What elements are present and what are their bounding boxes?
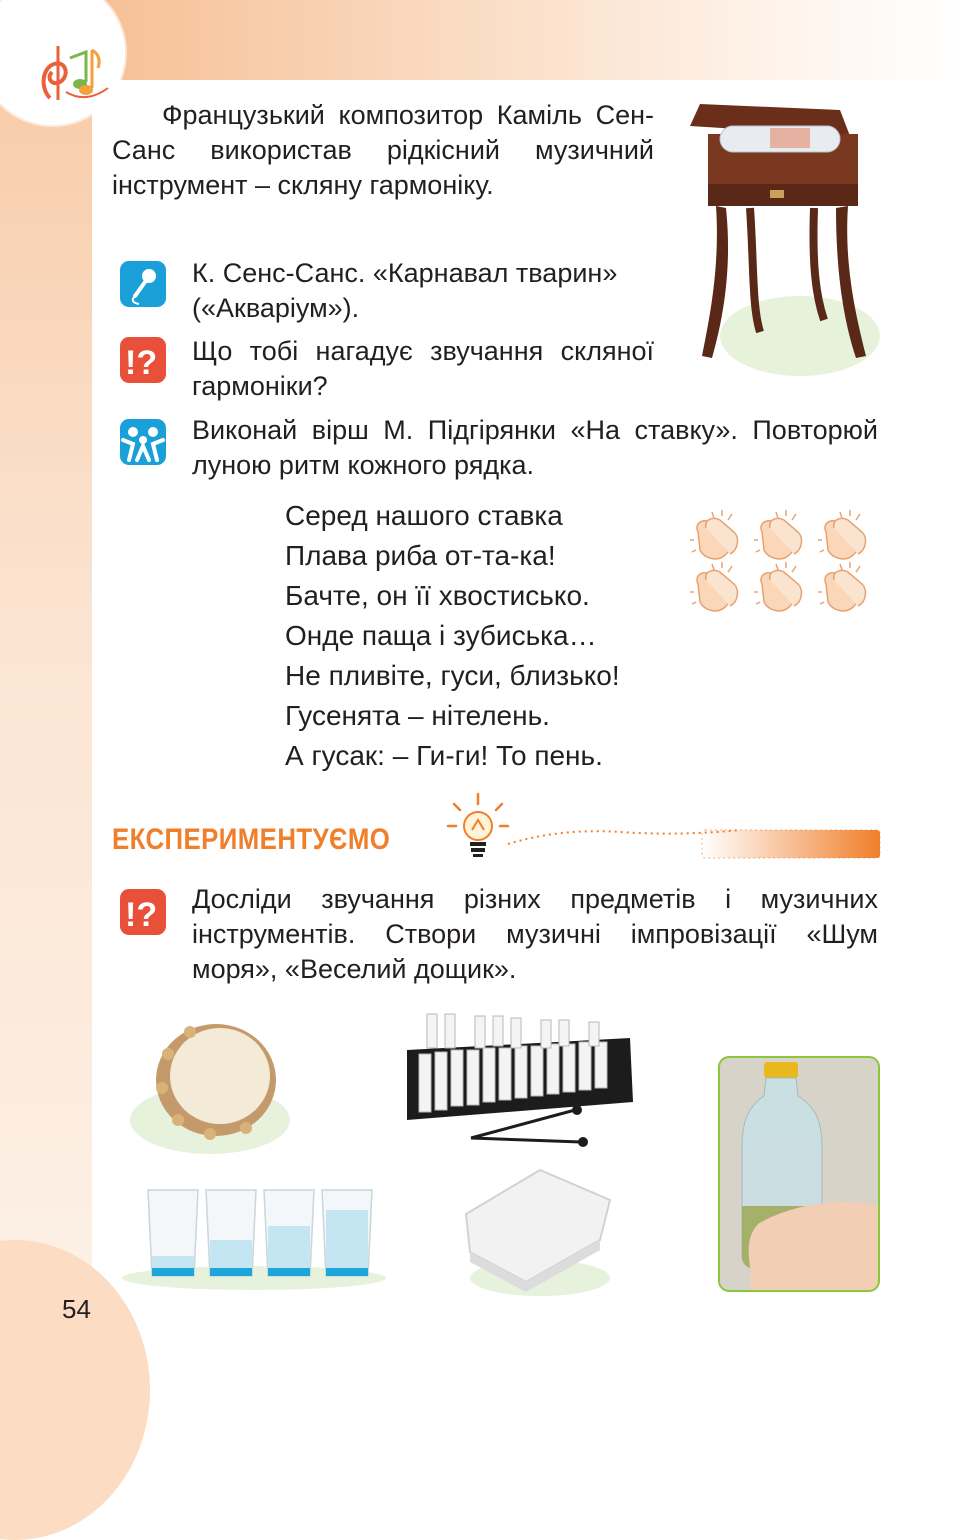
experiment-text: Досліди звучання різних предметів і музичних інструментів. Створи музичні імпровізації «Шум моря», «Веселий дощик». [192,884,878,984]
music-notes-icon [36,38,116,108]
question-exclamation-icon [117,886,169,938]
glass-harmonica-image [680,96,880,376]
xylophone-image [405,1010,637,1150]
tambourine-image [120,1010,300,1160]
lightbulb-icon [448,794,508,857]
clapping-hands-icon [818,510,865,559]
listen-line-1: К. Сенс-Санс. «Карнавал тварин» [192,258,618,288]
listen-text [192,256,662,326]
poem-line: Серед нашого ставка [285,500,563,531]
poem-line: Бачте, он її хвостисько. [285,580,590,611]
microphone-icon [117,258,169,310]
clapping-hands-icon [690,510,737,559]
clapping-hands-icon [690,562,737,611]
bottle-shaker-image [718,1056,880,1292]
poem-line: Гусенята – нітелень. [285,700,550,731]
top-band [0,0,963,80]
poem-line: Онде паща і зубиська… [285,620,597,651]
children-group-icon [117,416,169,468]
perform-text: Виконай вірш М. Підгірянки «На ставку». Повторюй луною ритм кожного рядка. [192,415,878,480]
clapping-hands-icon [754,510,801,559]
question-1-text: Що тобі нагадує звучання скляної гармоніки? [192,336,654,401]
clapping-hands-icon [754,562,801,611]
svg-text:!?: !? [125,896,158,934]
svg-text:!?: !? [125,344,158,382]
clapping-hands-group [684,506,878,612]
question-exclamation-icon [117,334,169,386]
poem-line: Плава риба от-та-ка! [285,540,556,571]
section-divider [440,790,885,870]
page-number: 54 [62,1294,91,1324]
clapping-hands-icon [818,562,865,611]
section-title: ЕКСПЕРИМЕНТУЄМО [112,823,391,856]
intro-paragraph: Французький композитор Каміль Сен-Санс використав рідкісний музичний інструмент – скляну гармоніку. [112,100,654,200]
listen-line-2: («Акваріум»). [192,293,360,323]
poem-line: Не пливіте, гуси, близько! [285,660,620,691]
left-band [0,0,92,1394]
foam-block-image [460,1160,620,1300]
poem-line: А гусак: – Ги-ги! То пень. [285,740,603,771]
water-glasses-image [118,1180,390,1290]
poem [285,496,620,776]
